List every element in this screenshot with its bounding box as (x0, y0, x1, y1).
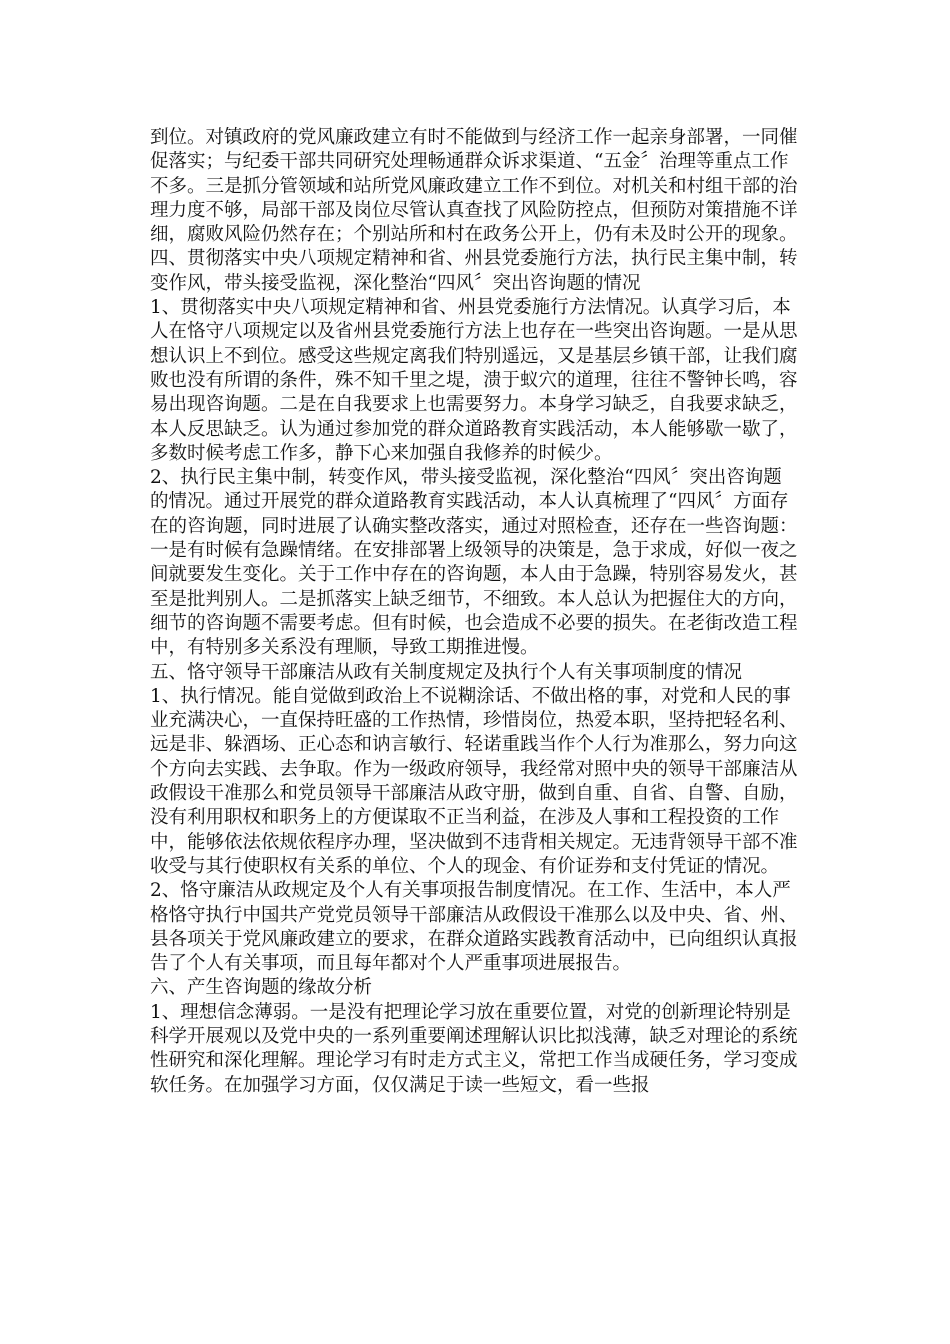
paragraph-continuation: 到位。对镇政府的党风廉政建立有时不能做到与经济工作一起亲身部署，一同催促落实；与纪委干部共同研究处理畅通群众诉求渠道、“五金〞治理等重点工作不多。三是抓分管领域和站所党风廉政建立工作不到位。对机关和村组干部的治理力度不够，局部干部及岗位尽管认真查找了风险防控点，但预防对策措施不详细，腐败风险仍然存在；个别站所和村在政务公开上，仍有未及时公开的现象。 (150, 127, 798, 246)
paragraph-5-1: 1、执行情况。能自觉做到政治上不说糊涂话、不做出格的事，对党和人民的事业充满决心，一直保持旺盛的工作热情，珍惜岗位，热爱本职，坚持把轻名利、远是非、躲酒场、正心态和讷言敏行、轻诺重践当作个人行为准那么，努力向这个方向去实践、去争取。作为一级政府领导，我经常对照中央的领导干部廉洁从政假设干准那么和党员领导干部廉洁从政守册，做到自重、自省、自警、自励，没有利用职权和职务上的方便谋取不正当利益，在涉及人事和工程投资的工作中，能够依法依规依程序办理，坚决做到不违背相关规定。无违背领导干部不准收受与其行使职权有关系的单位、个人的现金、有价证券和支付凭证的情况。 (150, 685, 798, 877)
section-heading-4: 四、贯彻落实中央八项规定精神和省、州县党委施行方法，执行民主集中制，转变作风，带头接受监视，深化整治“四风〞突出咨询题的情况 (150, 248, 798, 294)
paragraph-4-2: 2、执行民主集中制，转变作风，带头接受监视，深化整治“四风〞突出咨询题的情况。通过开展党的群众道路教育实践活动，本人认真梳理了“四风〞方面存在的咨询题，同时进展了认确实整改落实，通过对照检查，还存在一些咨询题：一是有时候有急躁情绪。在安排部署上级领导的决策是，急于求成，好似一夜之间就要发生变化。关于工作中存在的咨询题，本人由于急躁，特别容易发火，甚至是批判别人。二是抓落实上缺乏细节，不细致。本人总认为把握住大的方向，细节的咨询题不需要考虑。但有时候，也会造成不必要的损失。在老街改造工程中，有特别多关系没有理顺，导致工期推进慢。 (150, 467, 798, 659)
document-body (150, 126, 798, 1098)
paragraph-6-1: 1、理想信念薄弱。一是没有把理论学习放在重要位置，对党的创新理论特别是科学开展观以及党中央的一系列重要阐述理解认识比拟浅薄，缺乏对理论的系统性研究和深化理解。理论学习有时走方式主义，常把工作当成硬任务，学习变成软任务。在加强学习方面，仅仅满足于读一些短文，看一些报 (150, 1001, 798, 1096)
paragraph-5-2: 2、恪守廉洁从政规定及个人有关事项报告制度情况。在工作、生活中，本人严格恪守执行中国共产党党员领导干部廉洁从政假设干准那么以及中央、省、州、县各项关于党风廉政建立的要求，在群众道路实践教育活动中，已向组织认真报告了个人有关事项，而且每年都对个人严重事项进展报告。 (150, 880, 798, 975)
section-heading-5: 五、恪守领导干部廉洁从政有关制度规定及执行个人有关事项制度的情况 (150, 661, 743, 683)
paragraph-4-1-continued: 多数时候考虑工作多，静下心来加强自我修养的时候少。 (150, 442, 613, 464)
section-heading-6: 六、产生咨询题的缘故分析 (150, 977, 373, 999)
paragraph-4-1: 1、贯彻落实中央八项规定精神和省、州县党委施行方法情况。认真学习后，本人在恪守八项规定以及省州县党委施行方法上也存在一些突出咨询题。一是从思想认识上不到位。感受这些规定离我们特别遥远，又是基层乡镇干部，让我们腐败也没有所谓的条件，殊不知千里之堤，溃于蚁穴的道理，往往不警钟长鸣，容易出现咨询题。二是在自我要求上也需要努力。本身学习缺乏，自我要求缺乏，本人反思缺乏。认为通过参加党的群众道路教育实践活动，本人能够歇一歇了， (150, 297, 798, 440)
